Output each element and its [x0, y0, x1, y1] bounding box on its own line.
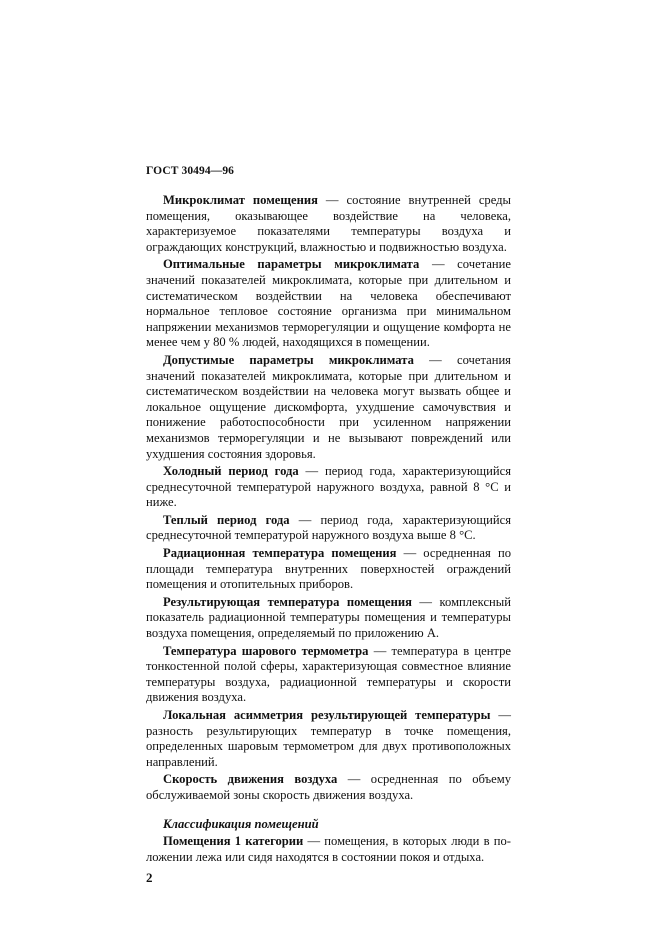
definition-paragraph [146, 595, 511, 642]
definition-term: Результирующая температура помещения [163, 594, 412, 609]
definition-paragraph [146, 257, 511, 351]
definition-term: Температура шарового термометра [163, 643, 369, 658]
definition-text: — помещения, в которых люди в положении лежа или сидя находятся в состоянии покоя и отдыха. [146, 834, 511, 864]
definition-term: Микроклимат помещения [163, 193, 318, 207]
definition-term: Допустимые параметры микроклимата [163, 352, 414, 367]
definition-text: — состояние внутренней среды помещения, оказывающее воздействие на человека, характеризуемое показателями температуры воздуха и ограждающих конструкций, влажностью и подвижностью воздуха. [146, 193, 511, 254]
definition-term: Оптимальные параметры микроклимата [163, 257, 420, 272]
definition-paragraph [146, 546, 511, 593]
definition-term: Локальная асимметрия результирующей температуры [163, 708, 491, 722]
definition-text: — осредненная по объему обслуживаемой зоны скорость движения воздуха. [146, 772, 511, 802]
definition-term: Помещения 1 категории [163, 834, 304, 849]
definition-paragraph [146, 353, 511, 462]
definition-text: — сочетание значений показателей микроклимата, которые при длительном и систематическом воздействии на человека обеспечивают нормальное тепловое состояние организма при минимальном напряжении механизмов терморегуляции и ощущение комфорта не менее чем у 80 % людей, находящихся в помещении. [146, 257, 511, 350]
definition-text: — комплексный показатель радиационной температуры помещения и температуры воздуха помещения, определяемый по приложению А. [146, 594, 511, 641]
definition-paragraph [146, 644, 511, 706]
definition-term: Холодный период года [163, 464, 299, 479]
definition-text: — осредненная по площади температура внутренних поверхностей ограждений помещения и отопительных приборов. [146, 546, 511, 592]
definition-paragraph [146, 772, 511, 803]
definition-text: — разность результирующих температур в точке помещения, определенных шаровым термометром для двух противоположных направлений. [146, 708, 511, 769]
definition-paragraph [146, 193, 511, 255]
definition-text: — сочетания значений показателей микроклимата, которые при длительном и систематическом воздействии на человека могут вызвать общее и локальное ощущение дискомфорта, ухудшение самочувствия и понижение работоспособности при усиленном напряжении механизмов терморегуляции и не вызывают повреждений или ухудшения состояния здоровья. [146, 352, 511, 461]
definition-term: Радиационная температура помещения [163, 546, 397, 561]
definition-text: — период года, характеризующийся среднесуточной температурой наружного воздуха, равной 8 °С и ниже. [146, 464, 511, 510]
definition-paragraph [146, 834, 511, 865]
definition-paragraph [146, 708, 511, 770]
definition-text: — период года, характеризующийся среднесуточной температурой наружного воздуха выше 8 °С. [146, 512, 511, 543]
definition-term: Скорость движения воздуха [163, 772, 338, 787]
definition-paragraph [146, 513, 511, 544]
definition-paragraph [146, 464, 511, 511]
section-title: Классификация помещений [163, 816, 319, 831]
definition-text: — температура в центре тонкостенной полой сферы, характеризующая совместное влияние температуры воздуха, радиационной температуры и скорости движения воздуха. [146, 643, 511, 705]
document-page [146, 164, 511, 885]
page-number: 2 [146, 870, 153, 886]
document-code-header: ГОСТ 30494—96 [146, 165, 235, 177]
definition-term: Теплый период года [163, 512, 290, 527]
